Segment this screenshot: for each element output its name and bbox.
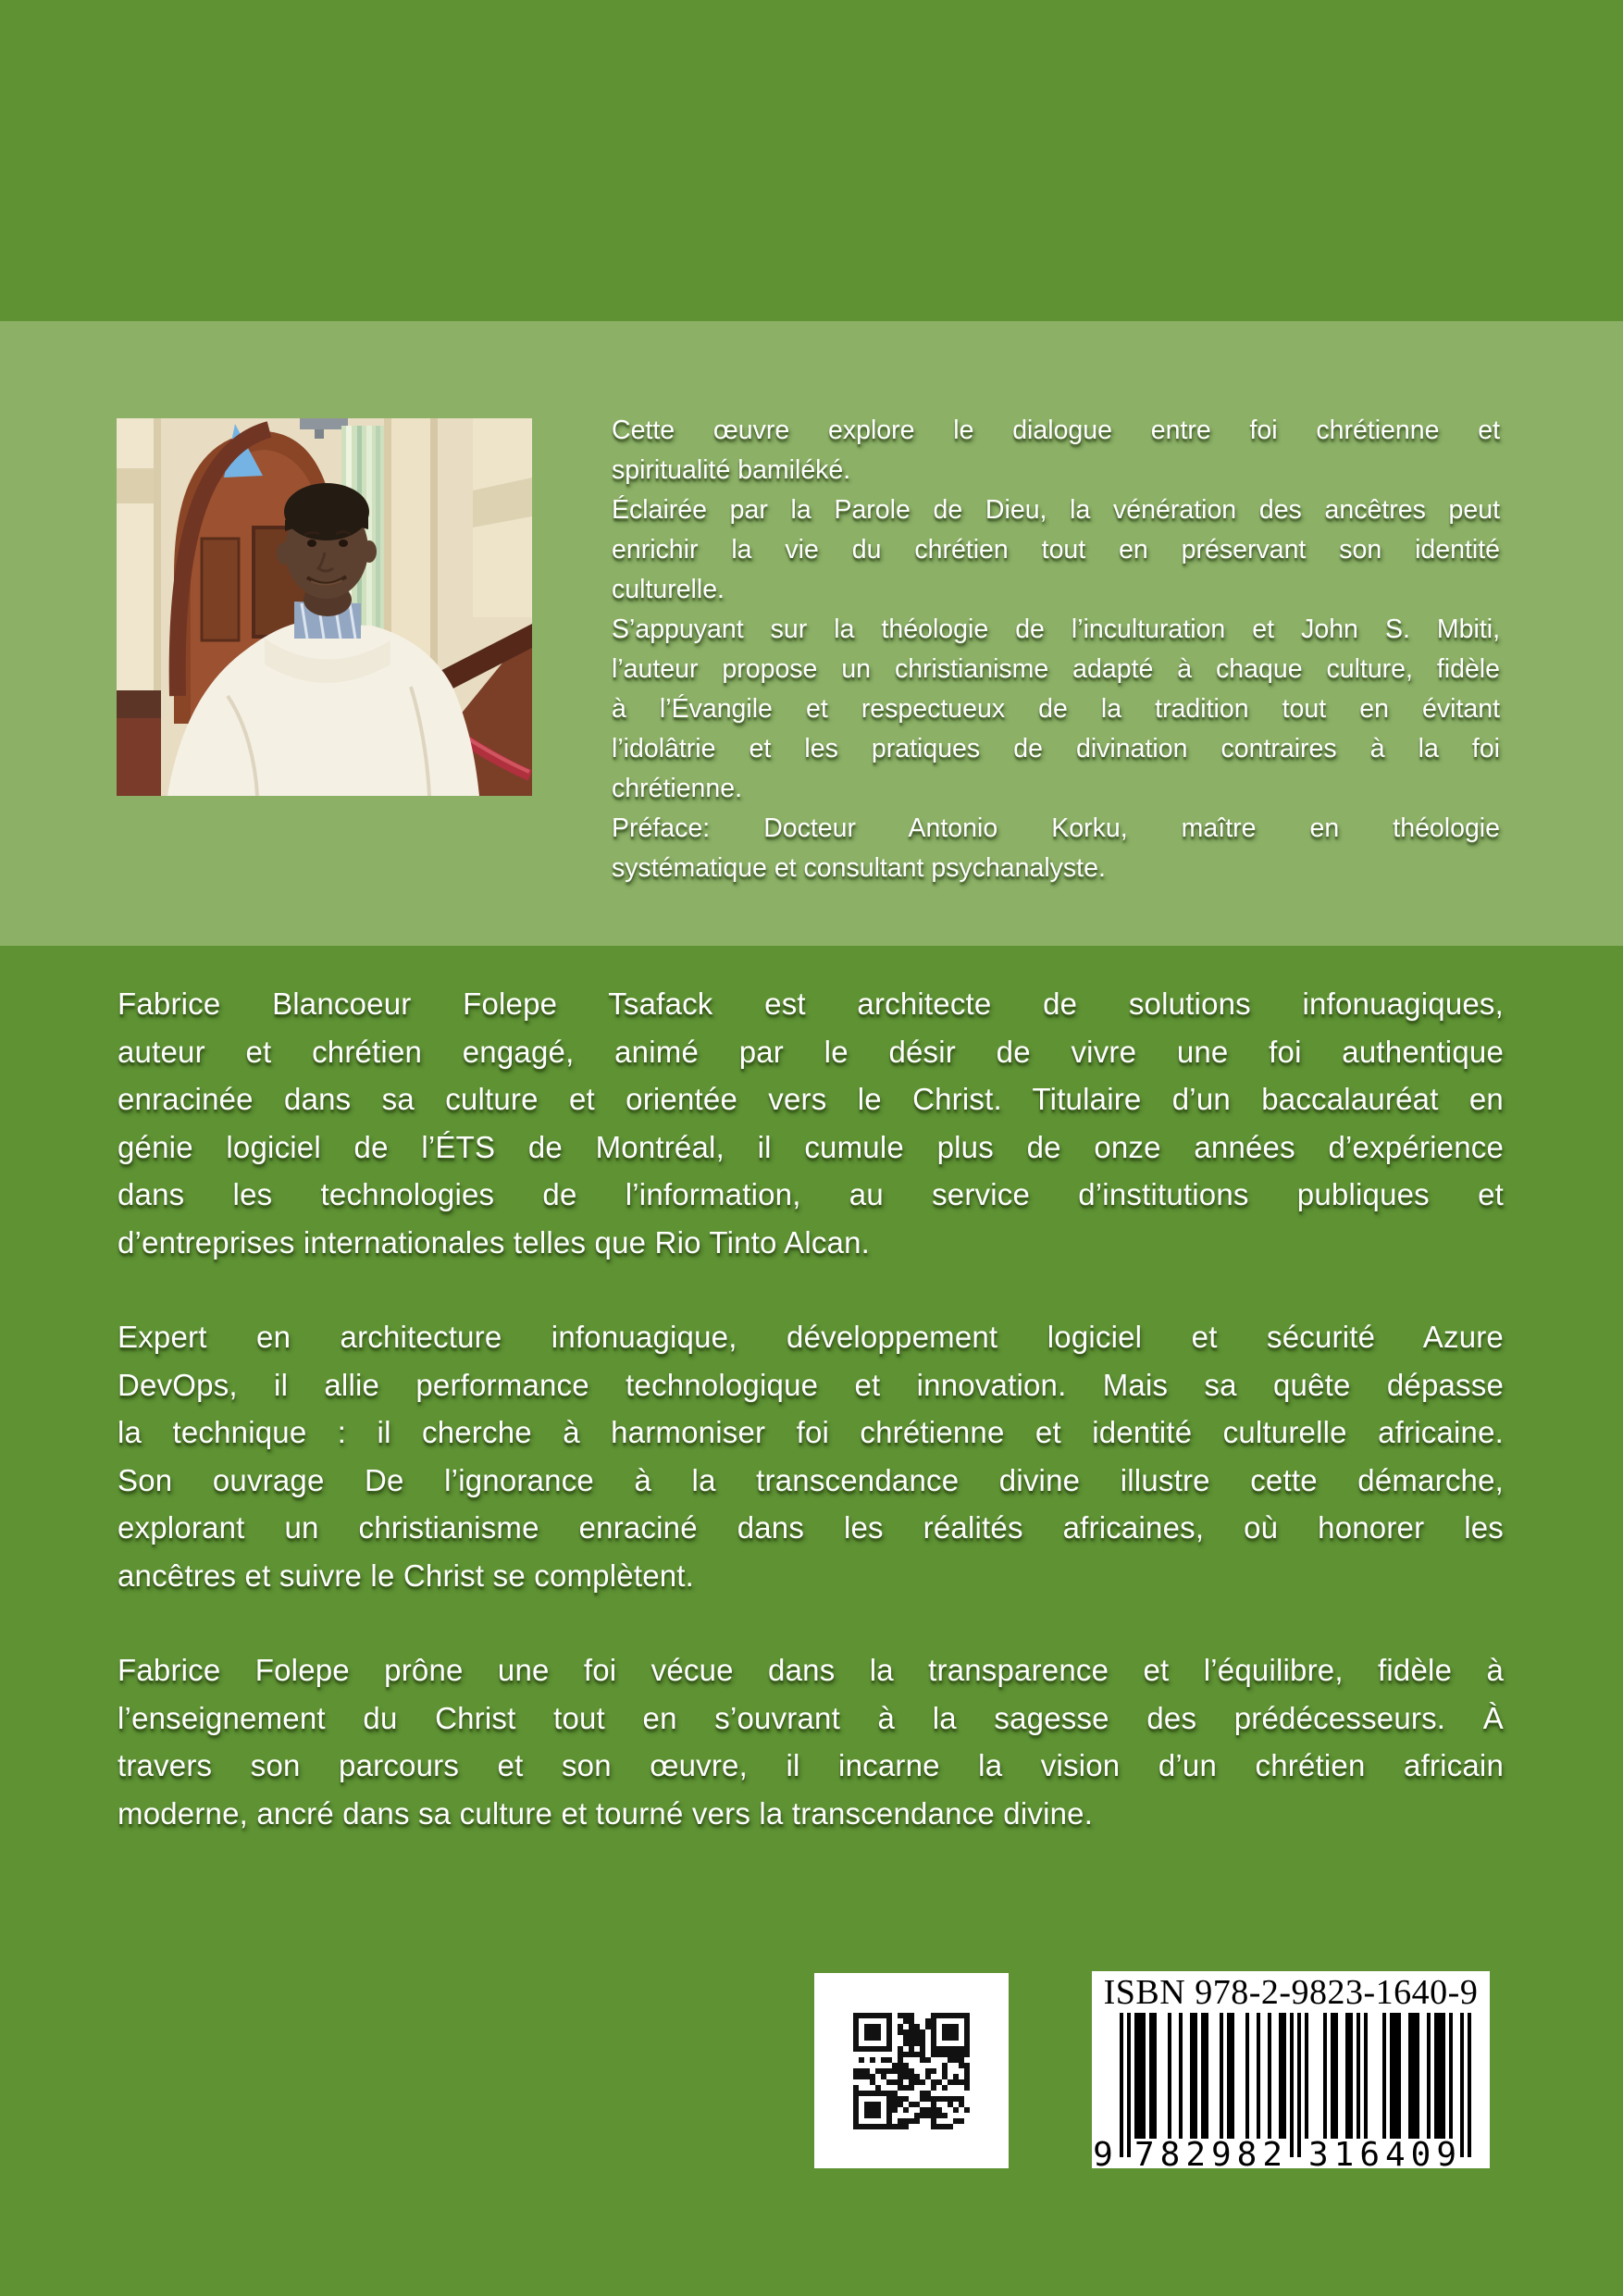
- paragraph: [118, 1313, 1504, 1599]
- text-line: Cette œuvre explore le dialogue entre foi chrétienne et: [612, 416, 1500, 445]
- text-line: l’idolâtrie et les pratiques de divination contraires à la foi: [612, 734, 1500, 763]
- text-line: Préface: Docteur Antonio Korku, maître en théologie: [612, 813, 1500, 843]
- text-line: à l’Évangile et respectueux de la tradition tout en évitant: [612, 694, 1500, 724]
- text-line: chrétienne.: [612, 774, 743, 803]
- paragraph: [612, 610, 1500, 809]
- text-line: génie logiciel de l’ÉTS de Montréal, il cumule plus de onze années d’expérience: [118, 1129, 1504, 1164]
- isbn-barcode: [1092, 1971, 1490, 2168]
- qr-code-pattern: [853, 2013, 970, 2129]
- svg-text:9: 9: [1093, 2136, 1113, 2168]
- svg-text:316409: 316409: [1308, 2136, 1456, 2168]
- svg-text:782982: 782982: [1134, 2136, 1282, 2168]
- paragraph: [612, 490, 1500, 610]
- text-line: S’appuyant sur la théologie de l’inculturation et John S. Mbiti,: [612, 614, 1500, 644]
- text-line: enrichir la vie du chrétien tout en préservant son identité: [612, 535, 1500, 565]
- qr-code: [814, 1973, 1009, 2168]
- text-line: d’entreprises internationales telles que Rio Tinto Alcan.: [118, 1224, 871, 1260]
- text-line: Son ouvrage De l’ignorance à la transcendance divine illustre cette démarche,: [118, 1462, 1504, 1497]
- text-line: auteur et chrétien engagé, animé par le désir de vivre une foi authentique: [118, 1034, 1504, 1069]
- text-line: spiritualité bamiléké.: [612, 455, 851, 485]
- text-line: la technique : il cherche à harmoniser foi chrétienne et identité culturelle africaine.: [118, 1415, 1504, 1449]
- author-photo: [117, 418, 532, 796]
- text-line: systématique et consultant psychanalyste.: [612, 853, 1106, 883]
- church-portrait-illustration: [117, 418, 532, 796]
- text-line: travers son parcours et son œuvre, il incarne la vision d’un chrétien africain: [118, 1748, 1504, 1782]
- text-line: culturelle.: [612, 575, 725, 604]
- text-line: moderne, ancré dans sa culture et tourné vers la transcendance divine.: [118, 1795, 1094, 1831]
- text-line: Fabrice Blancoeur Folepe Tsafack est architecte de solutions infonuagiques,: [118, 987, 1504, 1021]
- paragraph: [118, 1646, 1504, 1837]
- text-line: enracinée dans sa culture et orientée vers le Christ. Titulaire d’un baccalauréat en: [118, 1082, 1504, 1116]
- text-line: l’auteur propose un christianisme adapté à chaque culture, fidèle: [612, 654, 1500, 684]
- text-line: Fabrice Folepe prône une foi vécue dans la transparence et l’équilibre, fidèle à: [118, 1653, 1504, 1687]
- isbn-label: ISBN 978-2-9823-1640-9: [1103, 1973, 1479, 2012]
- text-line: DevOps, il allie performance technologique et innovation. Mais sa quête dépasse: [118, 1367, 1504, 1402]
- paragraph: [612, 411, 1500, 490]
- synopsis-text: [612, 411, 1500, 888]
- ean13-barcode: [1092, 2011, 1490, 2168]
- paragraph: [118, 980, 1504, 1266]
- text-line: Expert en architecture infonuagique, développement logiciel et sécurité Azure: [118, 1320, 1504, 1354]
- text-line: explorant un christianisme enraciné dans les réalités africaines, où honorer les: [118, 1510, 1504, 1545]
- text-line: dans les technologies de l’information, au service d’institutions publiques et: [118, 1177, 1504, 1211]
- paragraph: [612, 809, 1500, 888]
- text-line: l’enseignement du Christ tout en s’ouvrant à la sagesse des prédécesseurs. À: [118, 1700, 1504, 1735]
- about-author-text: [118, 980, 1504, 1884]
- text-line: ancêtres et suivre le Christ se complètent.: [118, 1558, 695, 1593]
- text-line: Éclairée par la Parole de Dieu, la vénération des ancêtres peut: [612, 495, 1500, 525]
